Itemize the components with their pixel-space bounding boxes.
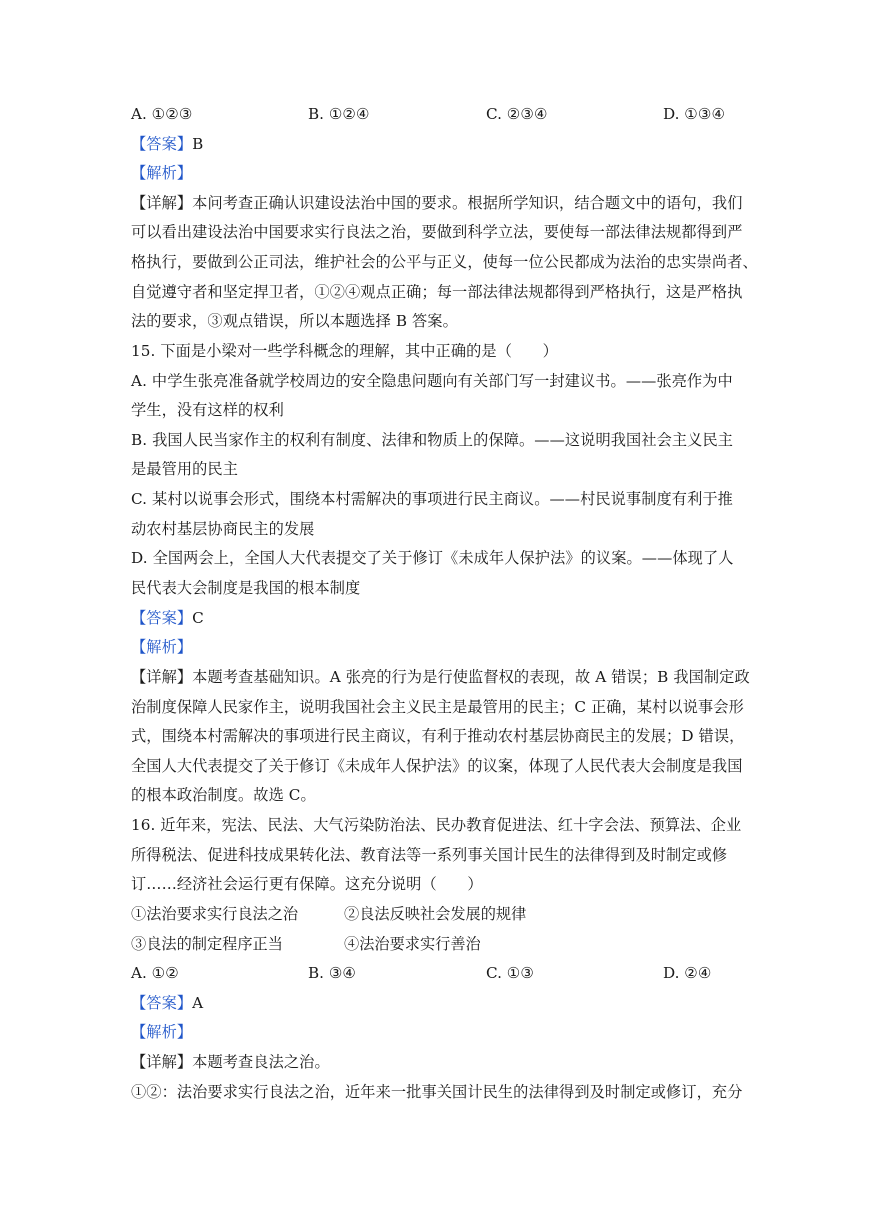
q15-option-d-line1: D. 全国两会上，全国人大代表提交了关于修订《未成年人保护法》的议案。——体现了人 bbox=[131, 549, 734, 567]
q16-stem-line: 订……经济社会运行更有保障。这充分说明（ ） bbox=[131, 875, 483, 893]
q16-statement-2: ②良法反映社会发展的规律 bbox=[344, 905, 527, 923]
answer-tag: 【答案】 bbox=[131, 609, 193, 627]
q16-statement-4: ④法治要求实行善治 bbox=[344, 935, 481, 953]
q16-detail-line: ①②：法治要求实行良法之治，近年来一批事关国计民生的法律得到及时制定或修订，充分 bbox=[131, 1083, 743, 1101]
q15-option-a-line2: 学生，没有这样的权利 bbox=[131, 401, 284, 419]
q14-detail-line: 自觉遵守者和坚定捍卫者，①②④观点正确；每一部法律法规都得到严格执行，这是严格执 bbox=[131, 283, 743, 301]
q15-option-b-line2: 是最管用的民主 bbox=[131, 460, 239, 478]
analysis-tag: 【解析】 bbox=[131, 1023, 193, 1041]
q15-detail-line: 治制度保障人民家作主，说明我国社会主义民主是最管用的民主；C 正确，某村以说事会形 bbox=[131, 698, 744, 716]
detail-tag: 【详解】 bbox=[131, 194, 193, 212]
answer-value: B bbox=[192, 135, 204, 153]
q16-option-b: B. ③④ bbox=[308, 964, 357, 982]
answer-tag: 【答案】 bbox=[131, 135, 193, 153]
q16-option-d: D. ②④ bbox=[663, 964, 712, 982]
q16-analysis bbox=[131, 1022, 771, 1042]
q16-detail-line: 【详解】本题考查良法之治。 bbox=[131, 1053, 330, 1071]
q15-detail-line: 【详解】本题考查基础知识。A 张亮的行为是行使监督权的表现，故 A 错误；B 我国制定政 bbox=[131, 668, 750, 686]
answer-value: A bbox=[192, 994, 204, 1012]
q16-statement-3: ③良法的制定程序正当 bbox=[131, 935, 283, 953]
q15-answer bbox=[131, 608, 771, 628]
q14-detail-line: 可以看出建设法治中国要求实行良法之治，要做到科学立法，要使每一部法律法规都得到严 bbox=[131, 223, 743, 241]
answer-value: C bbox=[192, 609, 204, 627]
q16-option-c: C. ①③ bbox=[486, 964, 534, 982]
detail-tag: 【详解】 bbox=[131, 1053, 193, 1071]
q14-option-a: A. ①②③ bbox=[131, 105, 193, 123]
q15-option-c-line2: 动农村基层协商民主的发展 bbox=[131, 520, 315, 538]
q15-option-a-line1: A. 中学生张亮准备就学校周边的安全隐患问题向有关部门写一封建议书。——张亮作为中 bbox=[131, 372, 733, 390]
q15-option-d-line2: 民代表大会制度是我国的根本制度 bbox=[131, 579, 361, 597]
q14-answer bbox=[131, 134, 771, 154]
q14-analysis bbox=[131, 163, 771, 183]
q16-stem-line: 所得税法、促进科技成果转化法、教育法等一系列事关国计民生的法律得到及时制定或修 bbox=[131, 846, 728, 864]
q16-stem-line: 16. 近年来，宪法、民法、大气污染防治法、民办教育促进法、红十字会法、预算法、企业 bbox=[131, 816, 742, 834]
detail-tag: 【详解】 bbox=[131, 668, 193, 686]
q14-detail-line: 法的要求，③观点错误，所以本题选择 B 答案。 bbox=[131, 312, 458, 330]
q14-option-b: B. ①②④ bbox=[308, 105, 370, 123]
q15-analysis bbox=[131, 637, 771, 657]
q16-statement-1: ①法治要求实行良法之治 bbox=[131, 905, 299, 923]
q15-option-c-line1: C. 某村以说事会形式，围绕本村需解决的事项进行民主商议。——村民说事制度有利于推 bbox=[131, 490, 733, 508]
q14-option-d: D. ①③④ bbox=[663, 105, 726, 123]
answer-tag: 【答案】 bbox=[131, 994, 193, 1012]
q16-option-a: A. ①② bbox=[131, 964, 179, 982]
q14-detail-line: 【详解】本问考查正确认识建设法治中国的要求。根据所学知识，结合题文中的语句，我们 bbox=[131, 194, 743, 212]
q15-detail-line: 式，围绕本村需解决的事项进行民主商议，有利于推动农村基层协商民主的发展；D 错误， bbox=[131, 727, 745, 745]
q15-stem: 15. 下面是小梁对一些学科概念的理解，其中正确的是（ ） bbox=[131, 342, 558, 360]
q16-answer bbox=[131, 993, 771, 1013]
q14-detail-line: 格执行，要做到公正司法，维护社会的公平与正义，使每一位公民都成为法治的忠实崇尚者、 bbox=[131, 253, 758, 271]
analysis-tag: 【解析】 bbox=[131, 638, 193, 656]
q15-option-b-line1: B. 我国人民当家作主的权利有制度、法律和物质上的保障。——这说明我国社会主义民主 bbox=[131, 431, 734, 449]
q15-detail-line: 全国人大代表提交了关于修订《未成年人保护法》的议案，体现了人民代表大会制度是我国 bbox=[131, 757, 743, 775]
q14-option-c: C. ②③④ bbox=[486, 105, 548, 123]
analysis-tag: 【解析】 bbox=[131, 164, 193, 182]
q15-detail-line: 的根本政治制度。故选 C。 bbox=[131, 786, 316, 804]
